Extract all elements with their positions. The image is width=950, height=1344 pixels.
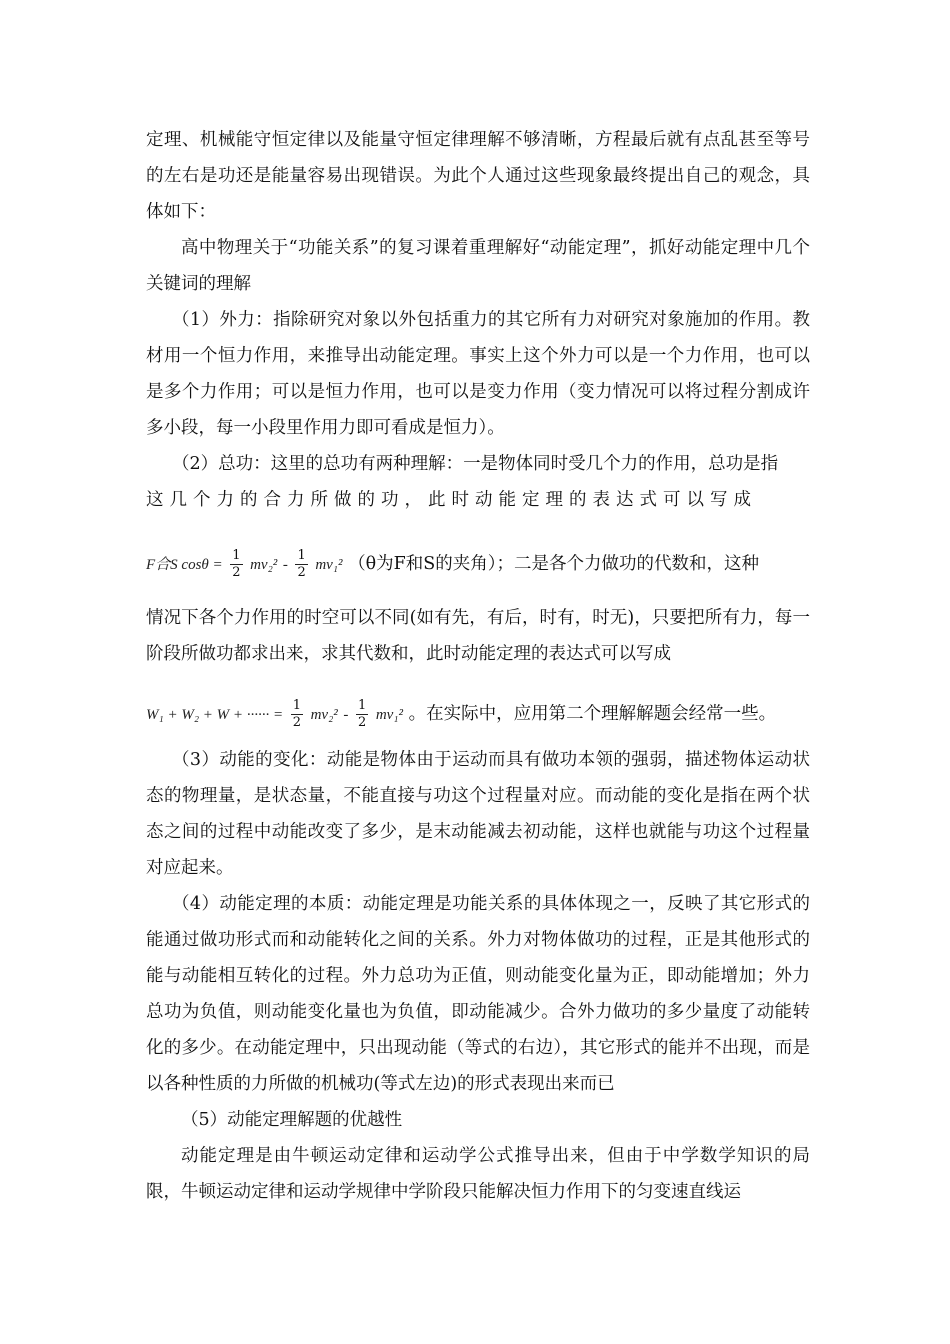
paragraph-total-work-line2: 这几个力的合力所做的功，此时动能定理的表达式可以写成 (146, 490, 757, 510)
equation-1-minus: - (282, 557, 288, 573)
equation-1-fraction-a: $\frac{1}{2}$ (232, 548, 241, 580)
equation-line-1 (146, 540, 810, 588)
paragraph-theorem-essence: （4）动能定理的本质：动能定理是功能关系的具体体现之一，反映了其它形式的能通过做功形式而和动能转化之间的关系。外力对物体做功的过程，正是其他形式的能与动能相互转化的过程。外力总功为正值，则动能变化量为正，即动能增加；外力总功为负值，则动能变化量也为负值，即动能减少。合外力做功的多少量度了动能转化的多少。在动能定理中，只出现动能（等式的右边），其它形式的能并不出现，而是以各种性质的力所做的机械功(等式左边)的形式表现出来而已 (146, 894, 810, 1094)
paragraph-advantage-body: 动能定理是由牛顿运动定律和运动学公式推导出来，但由于中学数学知识的局限，牛顿运动定律和运动学规律中学阶段只能解决恒力作用下的匀变速直线运 (146, 1146, 810, 1202)
equation-1-term1: mv₂² (250, 557, 278, 573)
paragraph-external-force: （1）外力：指除研究对象以外包括重力的其它所有力对研究对象施加的作用。教材用一个恒力作用，来推导出动能定理。事实上这个外力可以是一个力作用，也可以是多个力作用；可以是恒力作用，也可以是变力作用（变力情况可以将过程分割成许多小段，每一小段里作用力即可看成是恒力）。 (146, 310, 810, 438)
paragraph-kinetic-energy-change: （3）动能的变化：动能是物体由于运动而具有做功本领的强弱，描述物体运动状态的物理量，是状态量，不能直接与功这个过程量对应。而动能的变化是指在两个状态之间的过程中动能改变了多少，是末动能减去初动能，这样也就能与功这个过程量对应起来。 (146, 750, 810, 878)
equation-2-minus: - (343, 707, 349, 723)
equation-2-fraction-b: $\frac{1}{2}$ (357, 698, 367, 730)
equation-2-lhs: W₁ + W₂ + W + ······ = (146, 707, 284, 723)
paragraph-intro: 定理、机械能守恒定律以及能量守恒定律理解不够清晰，方程最后就有点乱甚至等号的左右是功还是能量容易出现错误。为此个人通过这些现象最终提出自己的观念，具体如下： (146, 130, 810, 222)
equation-1-lhs: F合S cosθ = (146, 557, 223, 573)
equation-2-term1: mv₂² (310, 707, 338, 723)
equation-1-fraction-b: $\frac{1}{2}$ (297, 548, 306, 580)
paragraph-review-focus: 高中物理关于“功能关系”的复习课着重理解好“动能定理”，抓好动能定理中几个关键词的理解 (146, 238, 810, 294)
paragraph-total-work-sum: 情况下各个力作用的时空可以不同(如有先，有后，时有，时无)，只要把所有力，每一阶段所做功都求出来，求其代数和，此时动能定理的表达式可以写成 (146, 608, 810, 664)
paragraph-advantage-heading: （5）动能定理解题的优越性 (181, 1110, 403, 1130)
equation-line-2 (146, 690, 810, 738)
paragraph-total-work-tail: （θ为F和S的夹角）；二是各个力做功的代数和，这种 (348, 554, 760, 574)
paragraph-total-work-line1: （2）总功：这里的总功有两种理解：一是物体同时受几个力的作用，总功是指 (172, 454, 779, 474)
equation-2-fraction-a: $\frac{1}{2}$ (292, 698, 302, 730)
equation-2-term2: mv₁² (375, 707, 404, 723)
paragraph-total-work-conclusion: 。在实际中，应用第二个理解解题会经常一些。 (408, 704, 777, 724)
equation-1-term2: mv₁² (315, 557, 343, 573)
